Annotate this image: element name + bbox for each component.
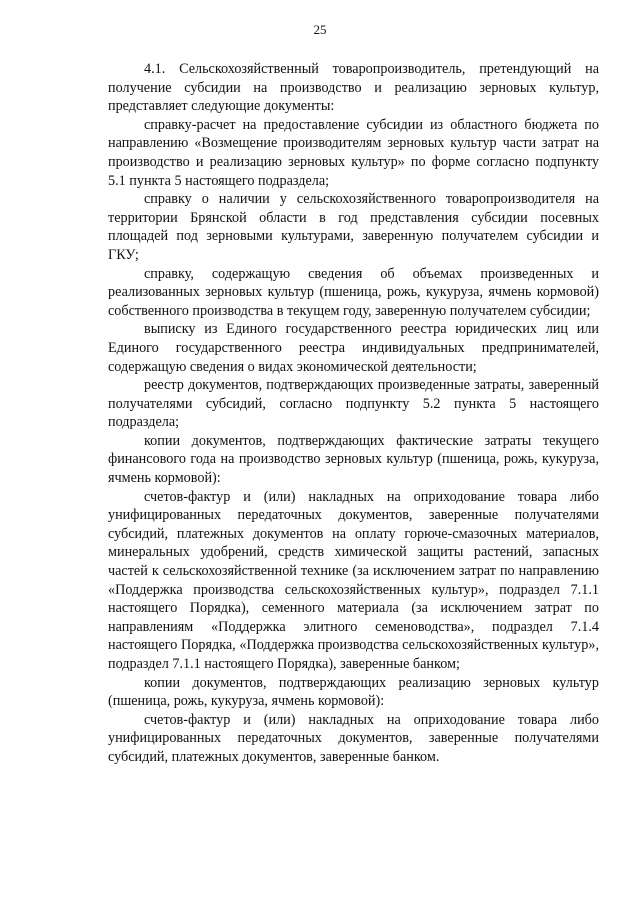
paragraph-cost-invoices: счетов-фактур и (или) накладных на оприходование товара либо унифицированных передаточных документов, заверенные получателями субсидий, платежных документов на оплату горюче-смазочных материалов, минеральных удобрений, средств химической защиты растений, запасных частей к сельскохозяйственной технике (за исключением затрат по направлению «Поддержка производства сельскохозяйственных культур», подраздел 7.1.1 настоящего Порядка), семенного материала (за исключением затрат по направлениям «Поддержка элитного семеноводства», подраздел 7.1.4 настоящего Порядка, «Поддержка производства сельскохозяйственных культур», подраздел 7.1.1 настоящего Порядка), заверенные банком; [108,488,599,672]
paragraph-sales-invoices: счетов-фактур и (или) накладных на оприходование товара либо унифицированных передаточных документов, заверенные получателями субсидий, платежных документов, заверенные банком. [108,711,599,765]
page-number: 25 [313,22,327,37]
paragraph-registry-extract: выписку из Единого государственного реестра юридических лиц или Единого государственного реестра индивидуальных предпринимателей, содержащую сведения о видах экономической деятельности; [108,321,599,375]
paragraph-actual-costs-copies: копии документов, подтверждающих фактические затраты текущего финансового года на производство зерновых культур (пшеница, рожь, кукуруза, ячмень кормовой): [108,432,599,487]
document-body [108,60,599,767]
paragraph-sales-documents-copies: копии документов, подтверждающих реализацию зерновых культур (пшеница, рожь, кукуруза, ячмень кормовой): [108,674,599,710]
paragraph-4-1-intro: 4.1. Сельскохозяйственный товаропроизводитель, претендующий на получение субсидии на производство и реализацию зерновых культур, представляет следующие документы: [108,61,599,115]
paragraph-expense-documents-registry: реестр документов, подтверждающих произведенные затраты, заверенный получателями субсидий, согласно подпункту 5.2 пункта 5 настоящего подраздела; [108,377,599,431]
paragraph-production-volumes-certificate: справку, содержащую сведения об объемах произведенных и реализованных зерновых культур (пшеница, рожь, кукуруза, ячмень кормовой) собственного производства в текущем году, заверенную получателем субсидии; [108,265,599,319]
paragraph-calculation-certificate: справку-расчет на предоставление субсидии из областного бюджета по направлению «Возмещение производителям зерновых культур части затрат на производство и реализацию зерновых культур» по форме согласно подпункту 5.1 пункта 5 настоящего подраздела; [108,116,599,189]
paragraph-sown-area-certificate: справку о наличии у сельскохозяйственного товаропроизводителя на территории Брянской области в год представления субсидии посевных площадей под зерновыми культурами, заверенную получателем субсидии и ГКУ; [108,191,599,263]
